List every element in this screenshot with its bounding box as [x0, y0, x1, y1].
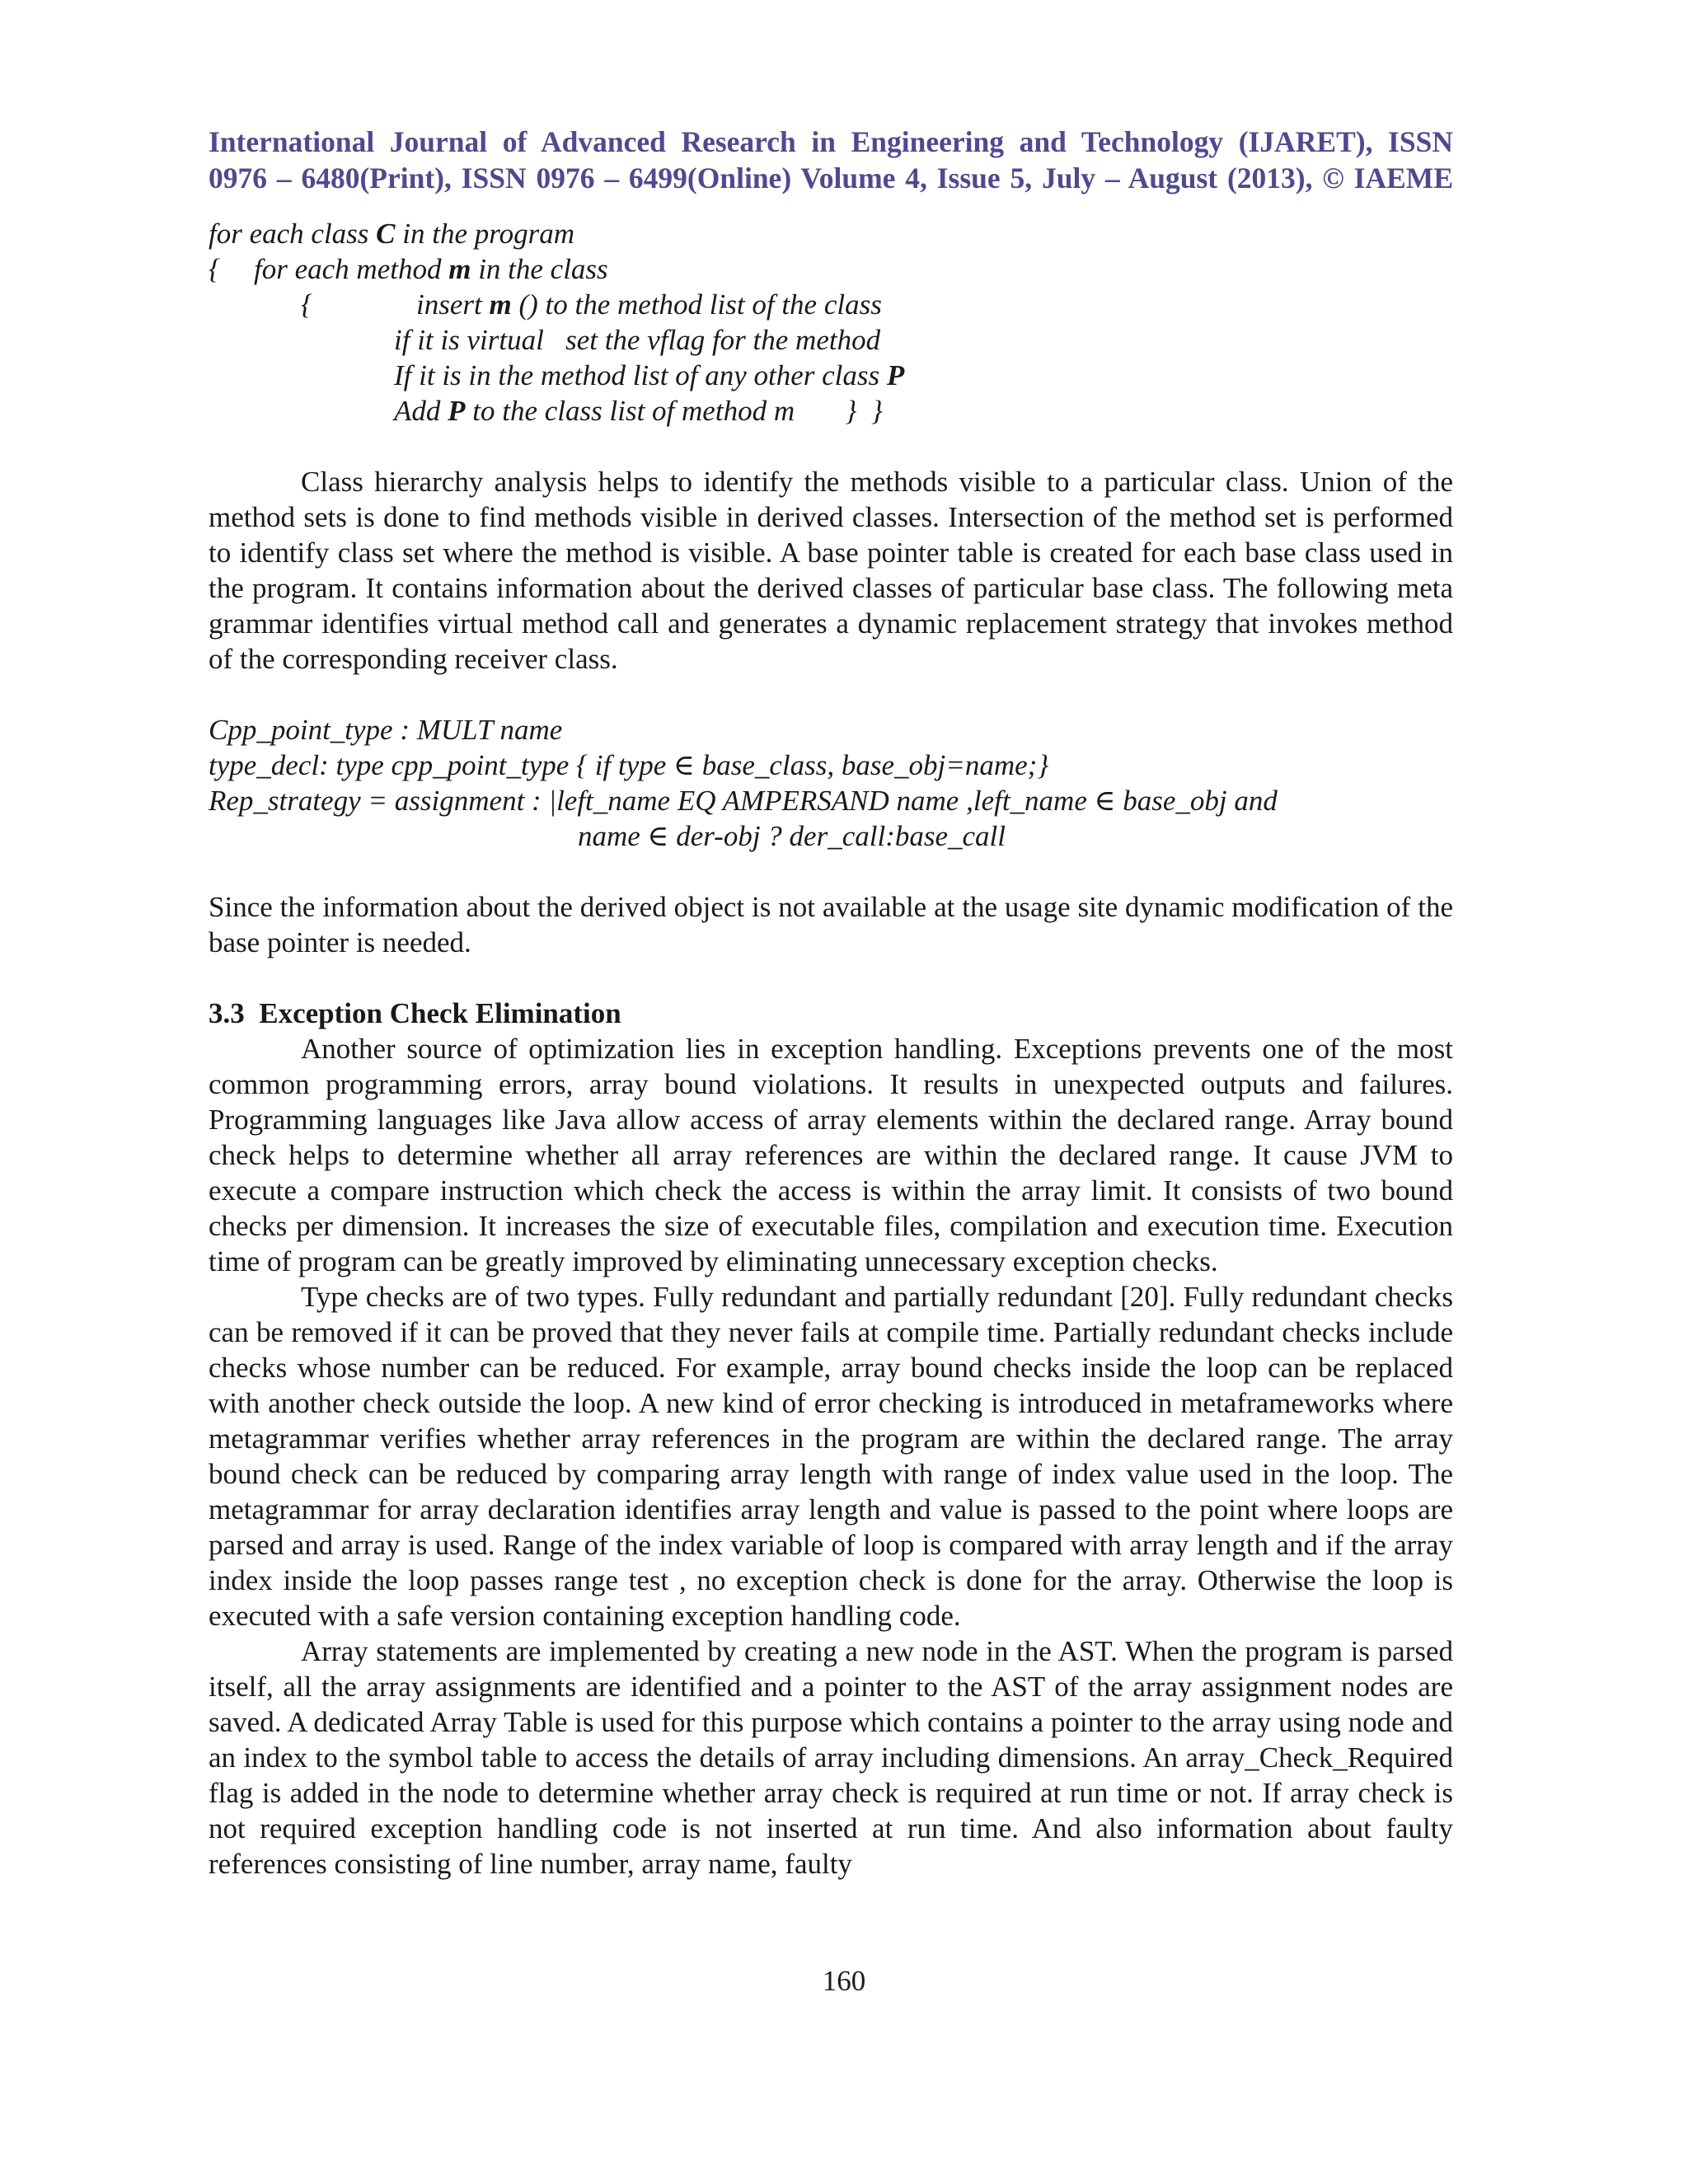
- pseudocode-line-1: [209, 216, 1453, 251]
- code-text: to the class list of method m } }: [465, 395, 883, 427]
- code-brace: {: [301, 288, 312, 321]
- code-brace: {: [209, 253, 220, 285]
- spacer: [209, 854, 1453, 889]
- header-line-2: 0976 – 6480(Print), ISSN 0976 – 6499(Online) Volume 4, Issue 5, July – August (2013), © IAEME: [209, 162, 1453, 194]
- journal-page: [209, 124, 1453, 1882]
- spacer: [209, 429, 1453, 464]
- code-text: in the class: [471, 253, 608, 285]
- code-text: () to the method list of the class: [511, 288, 882, 321]
- pseudocode-line-5: [209, 358, 1453, 393]
- spacer: [209, 960, 1453, 996]
- journal-header: [209, 124, 1453, 196]
- code-bold: m: [489, 288, 512, 321]
- page-number: 160: [822, 1965, 866, 1997]
- code-bold: P: [886, 359, 905, 391]
- header-line-1: International Journal of Advanced Research in Engineering and Technology (IJARET), ISSN: [209, 125, 1453, 158]
- grammar-line-4: name ∈ der-obj ? der_call:base_call: [578, 820, 1006, 852]
- paragraph-class-hierarchy: Class hierarchy analysis helps to identify the methods visible to a particular class. Union of the method sets is done to find methods visible in derived classes. Intersection of the method set is performed to identify class set where the method is visible. A base pointer table is created for each base class used in the program. It contains information about the derived classes of particular base class. The following meta grammar identifies virtual method call and generates a dynamic replacement strategy that invokes method of the corresponding receiver class.: [209, 466, 1453, 675]
- section-number: 3.3: [209, 997, 245, 1029]
- code-text: Add: [394, 395, 448, 427]
- pseudocode-line-6: [209, 393, 1453, 429]
- spacer: [209, 677, 1453, 712]
- grammar-line-3: Rep_strategy = assignment : |left_name EQ AMPERSAND name ,left_name ∈ base_obj and: [209, 785, 1278, 817]
- pseudocode-line-3: [209, 287, 1453, 322]
- grammar-line-1: Cpp_point_type : MULT name: [209, 714, 563, 746]
- pseudocode-line-2: [209, 251, 1453, 287]
- pseudocode-block: [209, 216, 1453, 429]
- grammar-line-2: type_decl: type cpp_point_type { if type ∈ base_class, base_obj=name;}: [209, 749, 1049, 781]
- code-text: in the program: [395, 218, 574, 250]
- paragraph-array-statements: Array statements are implemented by creating a new node in the AST. When the program is parsed itself, all the array assignments are identified and a pointer to the AST of the array assignment nodes are saved. A dedicated Array Table is used for this purpose which contains a pointer to the array using node and an index to the symbol table to access the details of array including dimensions. An array_Check_Required flag is added in the node to determine whether array check is required at run time or not. If array check is not required exception handling code is not inserted at run time. And also information about faulty references consisting of line number, array name, faulty: [209, 1635, 1453, 1880]
- code-text: for each class: [209, 218, 377, 250]
- code-text: If it is in the method list of any other class: [394, 359, 887, 391]
- paragraph-type-checks: Type checks are of two types. Fully redundant and partially redundant [20]. Fully redundant checks can be removed if it can be proved that they never fails at compile time. Partially redundant checks include checks whose number can be reduced. For example, array bound checks inside the loop can be replaced with another check outside the loop. A new kind of error checking is introduced in metaframeworks where metagrammar verifies whether array references in the program are within the declared range. The array bound check can be reduced by comparing array length with range of index value used in the loop. The metagrammar for array declaration identifies array length and value is passed to the point where loops are parsed and array is used. Range of the index variable of loop is compared with array length and if the array index inside the loop passes range test , no exception check is done for the array. Otherwise the loop is executed with a safe version containing exception handling code.: [209, 1281, 1453, 1632]
- code-bold: P: [448, 395, 466, 427]
- paragraph-derived-object: Since the information about the derived object is not available at the usage site dynamic modification of the base pointer is needed.: [209, 891, 1453, 958]
- pseudocode-line-4: if it is virtual set the vflag for the method: [394, 324, 881, 356]
- code-text: insert: [416, 288, 490, 321]
- meta-grammar-block: [209, 712, 1453, 854]
- code-bold: m: [448, 253, 471, 285]
- code-bold: C: [376, 218, 396, 250]
- paragraph-exception-handling: Another source of optimization lies in exception handling. Exceptions prevents one of the most common programming errors, array bound violations. It results in unexpected outputs and failures. Programming languages like Java allow access of array elements within the declared range. Array bound check helps to determine whether all array references are within the declared range. It cause JVM to execute a compare instruction which check the access is within the array limit. It consists of two bound checks per dimension. It increases the size of executable files, compilation and execution time. Execution time of program can be greatly improved by eliminating unnecessary exception checks.: [209, 1033, 1453, 1277]
- section-heading: [209, 996, 1453, 1031]
- code-text: for each method: [254, 253, 449, 285]
- section-title: Exception Check Elimination: [259, 997, 621, 1029]
